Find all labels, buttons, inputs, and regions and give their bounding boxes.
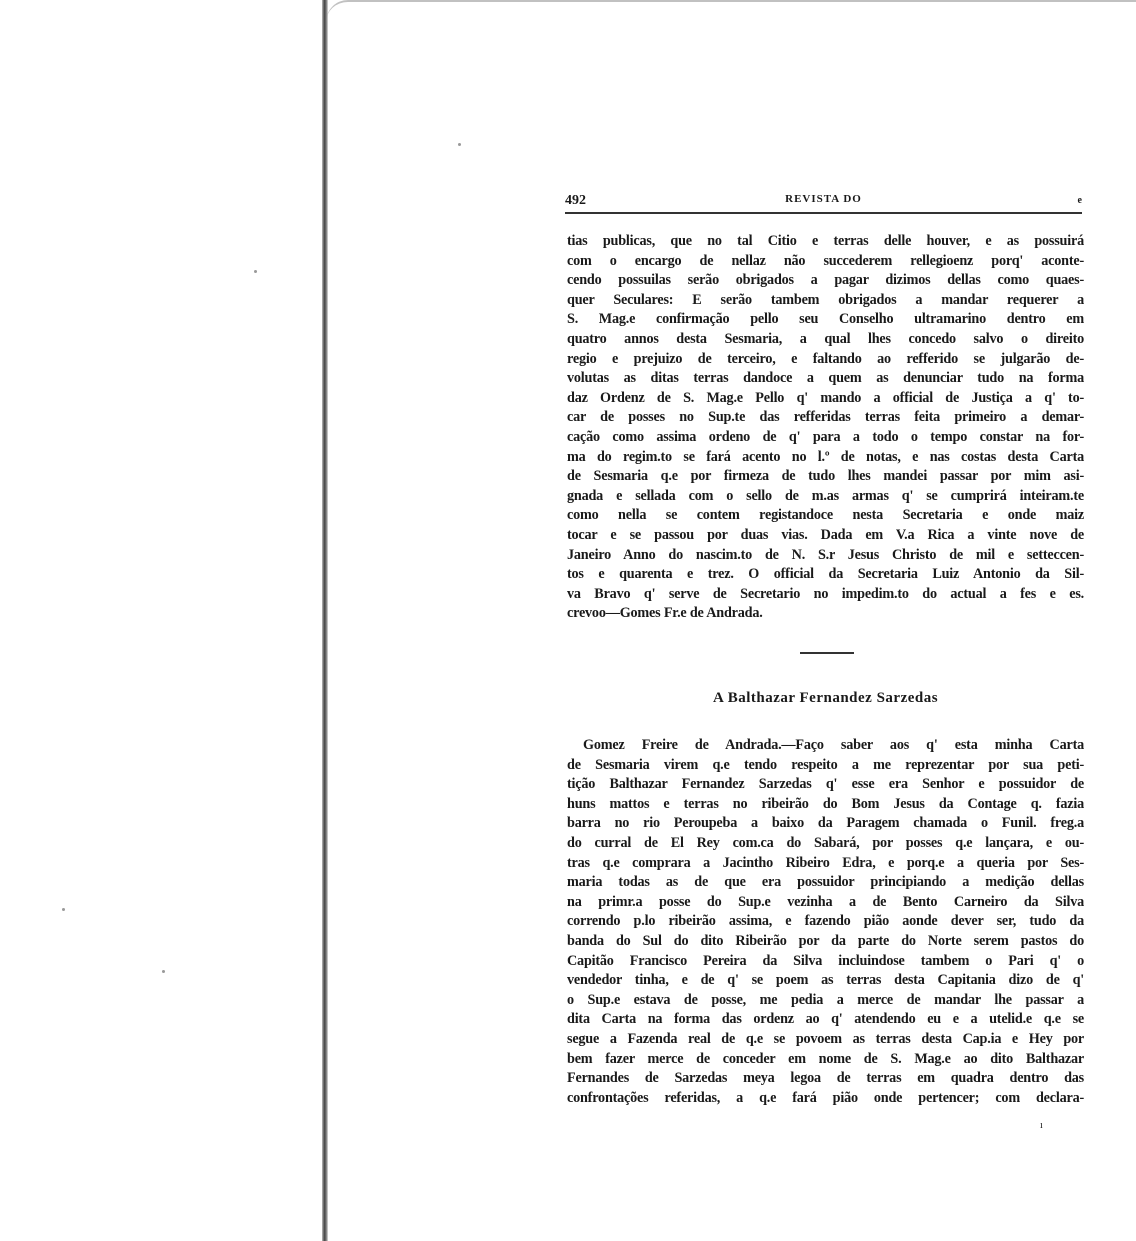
text-line: S. Mag.e confirmação pello seu Conselho ultramarino dentro em: [567, 311, 1084, 328]
text-line: de Sesmaria q.e por firmeza de tudo lhes mandei passar por mim asi-: [567, 468, 1084, 485]
scan-speck: [62, 908, 65, 911]
text-block-continuation: [567, 232, 1084, 624]
text-line: tos e quarenta e trez. O official da Secretaria Luiz Antonio da Sil-: [567, 566, 1084, 583]
section-divider: [800, 652, 854, 654]
text-line: quer Seculares: E serão tambem obrigados a mandar requerer a: [567, 291, 1084, 308]
text-line: bem fazer merce de conceder em nome de S. Mag.e ao dito Balthazar: [567, 1050, 1084, 1067]
text-line: confrontações referidas, a q.e fará pião onde pertencer; com declara-: [567, 1089, 1084, 1106]
text-line: volutas as ditas terras dandoce a quem as denunciar tudo na forma: [567, 370, 1084, 387]
text-line: cação como assima ordeno de q' para a todo o tempo constar na for-: [567, 428, 1084, 445]
text-line: Janeiro Anno do nascim.to de N. S.r Jesus Christo de mil e setteccen-: [567, 546, 1084, 563]
text-line: crevoo—Gomes Fr.e de Andrada.: [567, 605, 763, 622]
text-line: car de posses no Sup.te das refferidas terras feita primeiro a demar-: [567, 409, 1084, 426]
text-line: como nella se contem registandoce nesta Secretaria e onde maiz: [567, 507, 1084, 524]
text-line: maria todas as de que era possuidor principiando a medição dellas: [567, 874, 1084, 891]
corner-mark: e: [1077, 195, 1082, 206]
text-line: o Sup.e estava de posse, me pedia a merce de mandar lhe passar a: [567, 991, 1084, 1008]
text-line: na primr.a posse do Sup.e vezinha a de Bento Carneiro da Silva: [567, 893, 1084, 910]
text-line: barra no rio Peroupeba a baixo da Paragem chamada o Funil. freg.a: [567, 815, 1084, 832]
text-line: Fernandes de Sarzedas meya legoa de terras em quadra dentro das: [567, 1070, 1084, 1087]
text-line: gnada e sellada com o sello de m.as armas q' se cumprirá inteiram.te: [567, 487, 1084, 504]
text-line: va Bravo q' serve de Secretario no impedim.to do actual a fes e es.: [567, 585, 1084, 602]
text-line: de Sesmaria virem q.e tendo respeito a me reprezentar por sua peti-: [567, 756, 1084, 773]
text-line: tição Balthazar Fernandez Sarzedas q' esse era Senhor e possuidor de: [567, 776, 1084, 793]
page-header: [565, 190, 1082, 214]
text-line: banda do Sul do dito Ribeirão por da parte do Norte serem pastos do: [567, 932, 1084, 949]
text-line: vendedor tinha, e de q' se poem as terras desta Capitania dizo de q': [567, 972, 1084, 989]
page-top-edge: [326, 0, 1136, 22]
text-line: tias publicas, que no tal Citio e terras delle houver, e as possuirá: [567, 233, 1084, 249]
book-binding-edge: [322, 0, 328, 1241]
text-line: regio e prejuizo de terceiro, e faltando ao refferido se julgarão de-: [567, 350, 1084, 367]
text-block-sesmaria: [567, 736, 1084, 1108]
text-line: ma do regim.to se fará acento no l.º de notas, e nas costas desta Carta: [567, 448, 1084, 465]
text-line: tras q.e comprara a Jacintho Ribeiro Edra, e porq.e a queria por Ses-: [567, 854, 1084, 871]
scan-speck: [254, 270, 257, 273]
footer-mark: ı: [1040, 1120, 1043, 1131]
text-line: dita Carta na forma das ordenz ao q' atendendo eu e a utelid.e q.e se: [567, 1011, 1084, 1028]
text-line: Capitão Francisco Pereira da Silva incluindose tambem o Pari q' o: [567, 952, 1084, 969]
running-title: REVISTA DO: [785, 193, 862, 205]
scan-speck: [458, 143, 461, 146]
text-line: segue a Fazenda real de q.e se povoem as terras desta Cap.ia e Hey por: [567, 1030, 1084, 1047]
text-line: daz Ordenz de S. Mag.e Pello q' mando a official de Justiça a q' to-: [567, 389, 1084, 406]
text-line: do curral de El Rey com.ca do Sabará, por posses q.e lançara, e ou-: [567, 834, 1084, 851]
page-number: 492: [565, 193, 586, 208]
scan-speck: [162, 970, 165, 973]
text-line: tocar e se passou por duas vias. Dada em V.a Rica a vinte nove de: [567, 526, 1084, 543]
text-line: correndo p.lo ribeirão assima, e fazendo pião aonde dever ser, tudo da: [567, 913, 1084, 930]
text-line: quatro annos desta Sesmaria, a qual lhes concedo salvo o direito: [567, 330, 1084, 347]
text-line: huns mattos e terras no ribeirão do Bom Jesus da Contage q. fazia: [567, 795, 1084, 812]
text-line: Gomez Freire de Andrada.—Faço saber aos q' esta minha Carta: [583, 737, 1084, 753]
text-line: cendo possuilas serão obrigados a pagar dizimos dellas como quaes-: [567, 272, 1084, 289]
section-heading: A Balthazar Fernandez Sarzedas: [712, 690, 939, 706]
text-line: com o encargo de nellaz não succederem rellegioenz porq' aconte-: [567, 252, 1084, 269]
